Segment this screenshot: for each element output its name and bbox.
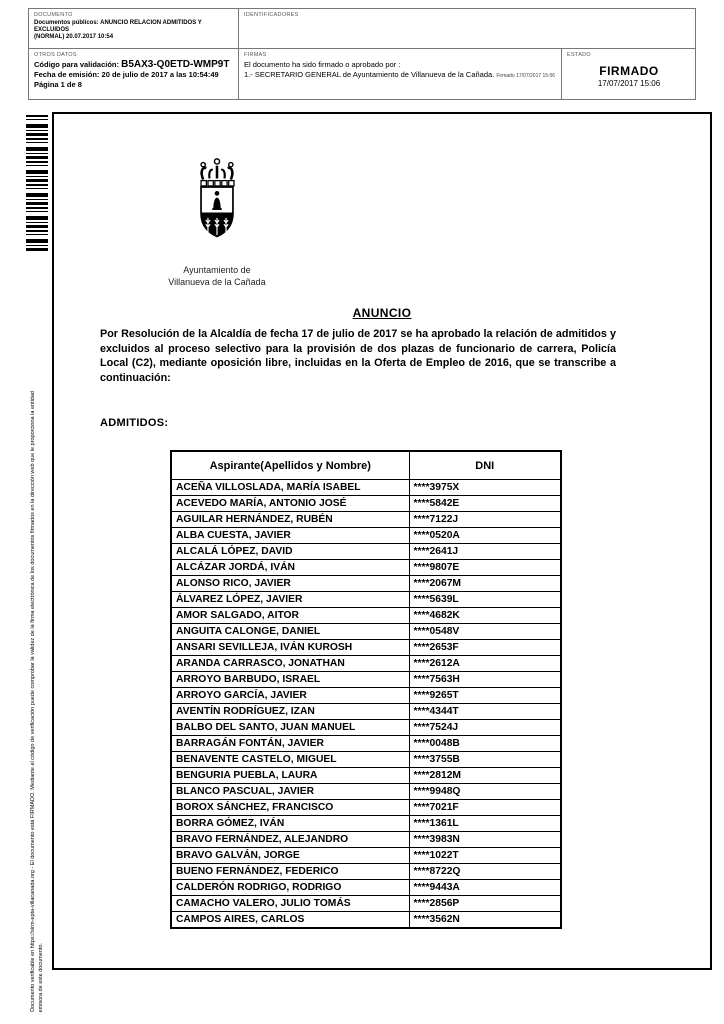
documento-line1: Documentos públicos: ANUNCIO RELACION ADMITIDOS Y EXCLUIDOS [34,20,202,33]
dni-cell: ****2067M [409,576,561,592]
firmas-cell [239,49,562,99]
aspirante-cell: BLANCO PASCUAL, JAVIER [171,784,409,800]
aspirante-cell: ALCALÁ LÓPEZ, DAVID [171,544,409,560]
aspirante-cell: AMOR SALGADO, AITOR [171,608,409,624]
dni-cell: ****5639L [409,592,561,608]
table-row [171,544,561,560]
dni-cell: ****3755B [409,752,561,768]
table-row [171,736,561,752]
aspirante-cell: ACEVEDO MARÍA, ANTONIO JOSÉ [171,496,409,512]
firmas-line1: El documento ha sido firmado o aprobado por : [244,60,401,69]
metadata-header [28,8,696,100]
aspirante-cell: ALONSO RICO, JAVIER [171,576,409,592]
aspirante-cell: ANGUITA CALONGE, DANIEL [171,624,409,640]
aspirante-cell: ARANDA CARRASCO, JONATHAN [171,656,409,672]
table-row [171,560,561,576]
aspirante-cell: ACEÑA VILLOSLADA, MARÍA ISABEL [171,480,409,496]
emission-date: Fecha de emisión: 20 de julio de 2017 a las 10:54:49 [34,70,219,79]
identificadores-cell [239,9,696,49]
table-row [171,784,561,800]
column-header-aspirante: Aspirante(Apellidos y Nombre) [171,451,409,480]
dni-cell: ****4344T [409,704,561,720]
barcode [26,115,48,252]
table-row [171,576,561,592]
admitted-table [170,450,562,929]
table-header-row [171,451,561,480]
column-header-dni: DNI [409,451,561,480]
dni-cell: ****2612A [409,656,561,672]
table-row [171,768,561,784]
table-row [171,672,561,688]
status-badge: FIRMADO [599,64,659,78]
document-frame [52,112,712,970]
documento-cell [29,9,239,49]
aspirante-cell: CAMACHO VALERO, JULIO TOMÁS [171,896,409,912]
dni-cell: ****8722Q [409,864,561,880]
documento-line2: (NORMAL) 20.07.2017 10:54 [34,34,114,40]
logo-caption-line2: Villanueva de la Cañada [168,277,266,287]
table-row [171,832,561,848]
table-row [171,816,561,832]
validation-code-line [34,60,233,70]
dni-cell: ****9443A [409,880,561,896]
admitted-heading: ADMITIDOS: [100,417,169,429]
identificadores-label: IDENTIFICADORES [244,12,299,18]
aspirante-cell: BENGURIA PUEBLA, LAURA [171,768,409,784]
dni-cell: ****2641J [409,544,561,560]
aspirante-cell: ANSARI SEVILLEJA, IVÁN KUROSH [171,640,409,656]
otros-datos-cell [29,49,239,99]
dni-cell: ****0520A [409,528,561,544]
dni-cell: ****9948Q [409,784,561,800]
table-row [171,480,561,496]
dni-cell: ****5842E [409,496,561,512]
aspirante-cell: BRAVO GALVÁN, JORGE [171,848,409,864]
aspirante-cell: BARRAGÁN FONTÁN, JAVIER [171,736,409,752]
municipality-logo [152,154,282,288]
aspirante-cell: ALCÁZAR JORDÁ, IVÁN [171,560,409,576]
dni-cell: ****2812M [409,768,561,784]
aspirante-cell: ÁLVAREZ LÓPEZ, JAVIER [171,592,409,608]
table-row [171,864,561,880]
dni-cell: ****9265T [409,688,561,704]
dni-cell: ****7122J [409,512,561,528]
dni-cell: ****2856P [409,896,561,912]
aspirante-cell: BORRA GÓMEZ, IVÁN [171,816,409,832]
table-row [171,896,561,912]
otros-datos-label: OTROS DATOS [34,52,77,58]
dni-cell: ****1022T [409,848,561,864]
aspirante-cell: ALBA CUESTA, JAVIER [171,528,409,544]
aspirante-cell: CAMPOS AIRES, CARLOS [171,912,409,929]
table-row [171,608,561,624]
vertical-verification-text-2: emisora de este documento. [38,942,44,1012]
estado-label: ESTADO [567,52,592,58]
page-title: ANUNCIO [352,306,412,320]
aspirante-cell: BALBO DEL SANTO, JUAN MANUEL [171,720,409,736]
dni-cell: ****7524J [409,720,561,736]
aspirante-cell: BRAVO FERNÁNDEZ, ALEJANDRO [171,832,409,848]
table-row [171,880,561,896]
aspirante-cell: BENAVENTE CASTELO, MIGUEL [171,752,409,768]
table-row [171,496,561,512]
table-row [171,640,561,656]
table-row [171,752,561,768]
dni-cell: ****3983N [409,832,561,848]
table-row [171,800,561,816]
table-row [171,656,561,672]
firmas-label: FIRMAS [244,52,267,58]
table-row [171,528,561,544]
aspirante-cell: CALDERÓN RODRIGO, RODRIGO [171,880,409,896]
aspirante-cell: BOROX SÁNCHEZ, FRANCISCO [171,800,409,816]
aspirante-cell: AGUILAR HERNÁNDEZ, RUBÉN [171,512,409,528]
table-row [171,720,561,736]
dni-cell: ****4682K [409,608,561,624]
dni-cell: ****0048B [409,736,561,752]
dni-cell: ****9807E [409,560,561,576]
table-row [171,848,561,864]
aspirante-cell: ARROYO GARCÍA, JAVIER [171,688,409,704]
status-date: 17/07/2017 15:06 [597,79,661,88]
announcement-paragraph: Por Resolución de la Alcaldía de fecha 17 de julio de 2017 se ha aprobado la relación de admitidos y excluidos al proceso selectivo para la provisión de dos plazas de funcionario de carrera, Policía Local (C2), mediante oposición libre, incluidas en la Oferta de Empleo de 2016, que se transcribe a continuación: [100,328,616,384]
estado-cell [562,49,696,99]
vertical-verification-text: Documento verificable en https://sirm-epta-villacanada.org - El documento está FIRMADO. Mediante el código de verificación puede comprobar la validez de la firma electrónica de los documentos firmados en la dirección web que le proporciona la entidad [30,391,36,1012]
validation-code: B5AX3-Q0ETD-WMP9T [121,59,230,70]
table-row [171,592,561,608]
dni-cell: ****1361L [409,816,561,832]
table-row [171,912,561,929]
dni-cell: ****7021F [409,800,561,816]
signer-name: 1.- SECRETARIO GENERAL de Ayuntamiento de Villanueva de la Cañada. [244,70,495,79]
aspirante-cell: AVENTÍN RODRÍGUEZ, IZAN [171,704,409,720]
table-row [171,704,561,720]
dni-cell: ****0548V [409,624,561,640]
table-row [171,688,561,704]
dni-cell: ****3562N [409,912,561,929]
signed-note: Firmado 17/07/2017 15:06 [496,73,556,79]
dni-cell: ****7563H [409,672,561,688]
dni-cell: ****2653F [409,640,561,656]
logo-caption-line1: Ayuntamiento de [183,265,251,275]
logo-caption [152,264,282,288]
dni-cell: ****3975X [409,480,561,496]
page-number: Página 1 de 8 [34,80,82,89]
aspirante-cell: ARROYO BARBUDO, ISRAEL [171,672,409,688]
firmas-line2 [244,70,556,81]
table-row [171,512,561,528]
validation-label: Código para validación: [34,60,120,69]
documento-label: DOCUMENTO [34,12,73,18]
aspirante-cell: BUENO FERNÁNDEZ, FEDERICO [171,864,409,880]
coat-of-arms-icon [185,154,249,254]
table-row [171,624,561,640]
